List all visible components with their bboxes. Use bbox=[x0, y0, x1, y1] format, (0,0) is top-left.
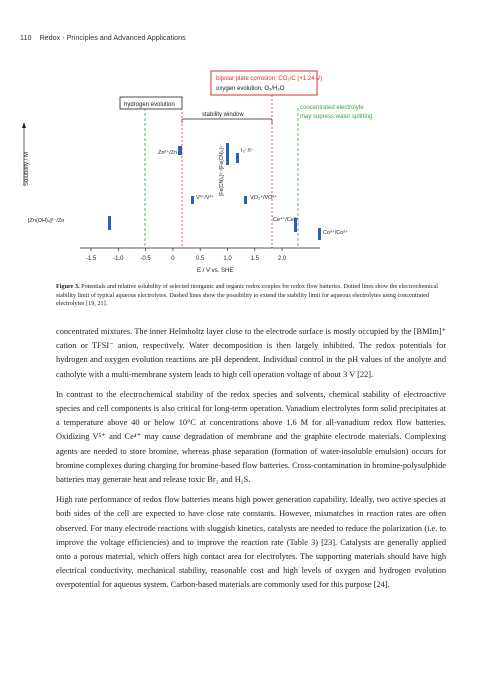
zincate-couple-marker bbox=[108, 216, 111, 230]
x-tick-label: -0.5 bbox=[140, 256, 151, 262]
iodide-couple-label: I₃⁻/I⁻ bbox=[241, 148, 254, 154]
figure-caption bbox=[56, 283, 446, 309]
hydrogen-evolution-label: hydrogen evolution bbox=[124, 102, 175, 108]
vanadium-low-marker bbox=[191, 196, 194, 204]
stability-window-label: stability window bbox=[202, 112, 244, 118]
x-axis-ticks bbox=[86, 248, 287, 262]
figure-caption-text: Potentials and relative solubility of selected inorganic and organic redox couples for redox flow batteries. Dotted lines show the electrochemical stability limit of typical aqueous electrolytes. Dashed lines show the possibility to extend the stability limit for aqueous electrolytes using concentrated electrolytes [19, 21]. bbox=[56, 283, 438, 308]
iodide-couple-marker bbox=[236, 153, 239, 163]
x-tick-label: 2.0 bbox=[277, 256, 287, 262]
figure-caption-label: Figure 3. bbox=[56, 283, 80, 290]
paragraph: High rate performance of redox flow batteries means high power generation capability. Ideally, two active species at both sides of the cell are expected to have close rate constants. However, mismatches in reaction rates are often observed. For many electrode reactions with sluggish kinetics, catalysts are needed to reduce the polarization (i.e. to improve the voltage efficiencies) and to improve the reaction rate (Table 3) [23]. Catalysts are generally applied onto a porous material, which offers high contact area for electrolytes. The supporting materials should have high electrical conductivity, mechanical stability, reasonable cost and high levels of oxygen and hydrogen evolution overpotential for aqueous system. Carbon-based materials are commonly used for this purpose [24]. bbox=[56, 495, 446, 590]
ferro-couple-marker bbox=[226, 143, 229, 165]
x-tick-label: 1.0 bbox=[223, 256, 232, 262]
x-tick-label: 0.5 bbox=[196, 256, 205, 262]
x-tick-label: 0 bbox=[171, 256, 175, 262]
bipolar-corrosion-label: bipolar plate corrosion, CO₂/C (+1.24 V) bbox=[216, 76, 323, 82]
cobalt-couple-label: Co³⁺/Co²⁺ bbox=[323, 230, 349, 236]
concentrated-electrolyte-label: concentrated electrolyte bbox=[300, 105, 364, 111]
x-tick-label: -1.0 bbox=[113, 256, 124, 262]
page-number: 110 bbox=[20, 33, 32, 42]
ferro-couple-label: [Fe(CN)₆]³⁻/[Fe(CN)₆]⁴⁻ bbox=[219, 143, 225, 196]
zn-couple-marker bbox=[178, 146, 182, 155]
y-axis-label: Solubility / M bbox=[24, 151, 30, 186]
cerium-couple-label: Ce⁴⁺/Ce³⁺ bbox=[273, 217, 299, 223]
vanadium-high-marker bbox=[244, 196, 247, 204]
zincate-couple-label: [Zn(OH)₄]²⁻/Zn bbox=[28, 218, 65, 224]
figure-svg bbox=[20, 68, 470, 278]
running-title: Redox - Principles and Advanced Applications bbox=[39, 33, 186, 42]
running-header bbox=[20, 33, 186, 42]
figure-redox-potentials bbox=[20, 68, 470, 278]
oxygen-evolution-label: oxygen evolution, O₂/H₂O bbox=[216, 86, 285, 92]
concentrated-electrolyte-note: may supress water splitting bbox=[300, 114, 373, 120]
zn-couple-label: Zn²⁺/Zn bbox=[158, 150, 178, 156]
paragraph: concentrated mixtures. The inner Helmholtz layer close to the electrode surface is mostly occupied by the [BMIm]⁺ cation or TFSI⁻ anion, respectively. Water decomposition is then largely inhibited. The redox potentials for hydrogen and oxygen evolution reactions are pH dependent. Individual control in the pH values of the anolyte and catholyte with a multi-membrane system leads to high cell operation voltage of about 3 V [22]. bbox=[56, 327, 446, 379]
paragraph: In contrast to the electrochemical stability of the redox species and solvents, chemical stability of electroactive species and cell components is also critical for long-term operation. Vanadium electrolytes form solid precipitates at a temperature above 40 or below 10°C at concentrations above 1.6 M for all-vanadium redox flow batteries. Oxidizing V⁵⁺ and Ce⁴⁺ may cause degradation of membrane and the graphite electrode materials. Complexing agents are needed to store bromine, whereas phase separation (formation of water-insoluble emulsion) occurs for bromine complexes during charging for bromine-based flow batteries. Cross-contamination in bromine-polysulphide batteries may generate heat and release toxic Br₂ and H₂S. bbox=[56, 389, 446, 485]
vanadium-high-label: VO₂⁺/VO²⁺ bbox=[250, 195, 278, 201]
body-text bbox=[56, 325, 446, 599]
x-tick-label: -1.5 bbox=[85, 256, 97, 262]
y-axis-arrowhead bbox=[22, 122, 26, 128]
cobalt-couple-marker bbox=[318, 228, 321, 240]
x-axis-label: E / V vs. SHE bbox=[197, 268, 234, 274]
x-tick-label: 1.5 bbox=[250, 256, 259, 262]
vanadium-low-label: V³⁺/V²⁺ bbox=[196, 195, 215, 201]
